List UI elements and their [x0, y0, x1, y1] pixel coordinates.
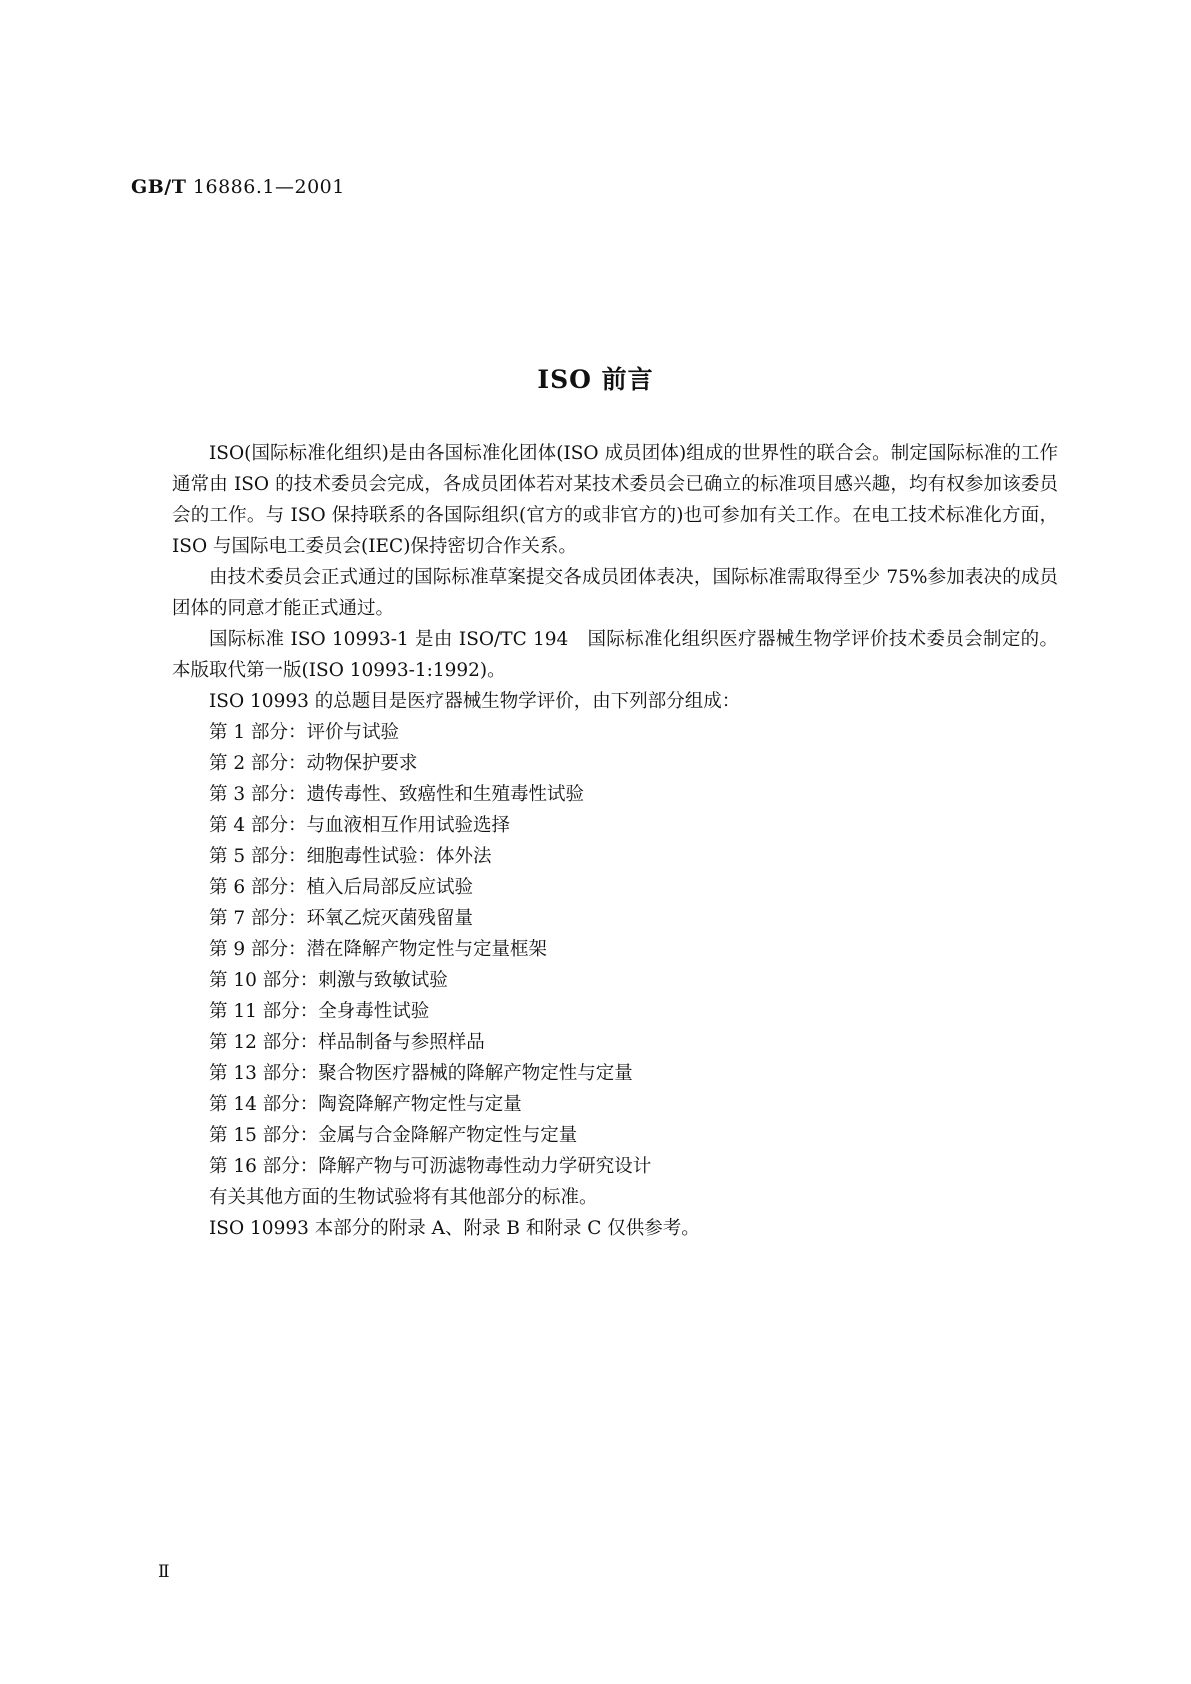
- list-intro: ISO 10993 的总题目是医疗器械生物学评价，由下列部分组成：: [209, 691, 741, 712]
- page-number: Ⅱ: [158, 1562, 170, 1582]
- parts-list: [172, 717, 1058, 1182]
- standard-prefix: GB/T: [131, 176, 187, 198]
- list-item: 第 16 部分：降解产物与可沥滤物毒性动力学研究设计: [209, 1156, 652, 1177]
- list-item: 第 9 部分：潜在降解产物定性与定量框架: [209, 939, 548, 960]
- closing-annexes: ISO 10993 本部分的附录 A、附录 B 和附录 C 仅供参考。: [209, 1218, 700, 1239]
- list-item: 第 7 部分：环氧乙烷灭菌残留量: [209, 908, 474, 929]
- list-item: 第 11 部分：全身毒性试验: [209, 1001, 430, 1022]
- paragraph-iso-intro: ISO(国际标准化组织)是由各国标准化团体(ISO 成员团体)组成的世界性的联合会。制定国际标准的工作通常由 ISO 的技术委员会完成，各成员团体若对某技术委员会已确立的标准项目感兴趣，均有权参加该委员会的工作。与 ISO 保持联系的各国际组织(官方的或非官方的)也可参加有关工作。在电工技术标准化方面，ISO 与国际电工委员会(IEC)保持密切合作关系。: [172, 443, 1058, 557]
- list-item: 第 3 部分：遗传毒性、致癌性和生殖毒性试验: [209, 784, 585, 805]
- paragraph-tc194: 国际标准 ISO 10993-1 是由 ISO/TC 194 国际标准化组织医疗器械生物学评价技术委员会制定的。本版取代第一版(ISO 10993-1:1992)。: [172, 629, 1058, 681]
- closing-other-parts: 有关其他方面的生物试验将有其他部分的标准。: [209, 1187, 598, 1208]
- page-title: ISO 前言: [537, 365, 654, 394]
- document-body: [172, 438, 1058, 1244]
- list-item: 第 2 部分：动物保护要求: [209, 753, 418, 774]
- list-item: 第 14 部分：陶瓷降解产物定性与定量: [209, 1094, 522, 1115]
- list-item: 第 1 部分：评价与试验: [209, 722, 400, 743]
- standard-number: 16886.1—2001: [186, 176, 345, 198]
- document-code-header: [131, 176, 345, 198]
- list-item: 第 5 部分：细胞毒性试验：体外法: [209, 846, 492, 867]
- paragraph-voting: 由技术委员会正式通过的国际标准草案提交各成员团体表决，国际标准需取得至少 75%参加表决的成员团体的同意才能正式通过。: [172, 567, 1058, 619]
- list-item: 第 15 部分：金属与合金降解产物定性与定量: [209, 1125, 578, 1146]
- list-item: 第 10 部分：刺激与致敏试验: [209, 970, 448, 991]
- list-item: 第 12 部分：样品制备与参照样品: [209, 1032, 485, 1053]
- list-item: 第 13 部分：聚合物医疗器械的降解产物定性与定量: [209, 1063, 633, 1084]
- list-item: 第 6 部分：植入后局部反应试验: [209, 877, 474, 898]
- list-item: 第 4 部分：与血液相互作用试验选择: [209, 815, 511, 836]
